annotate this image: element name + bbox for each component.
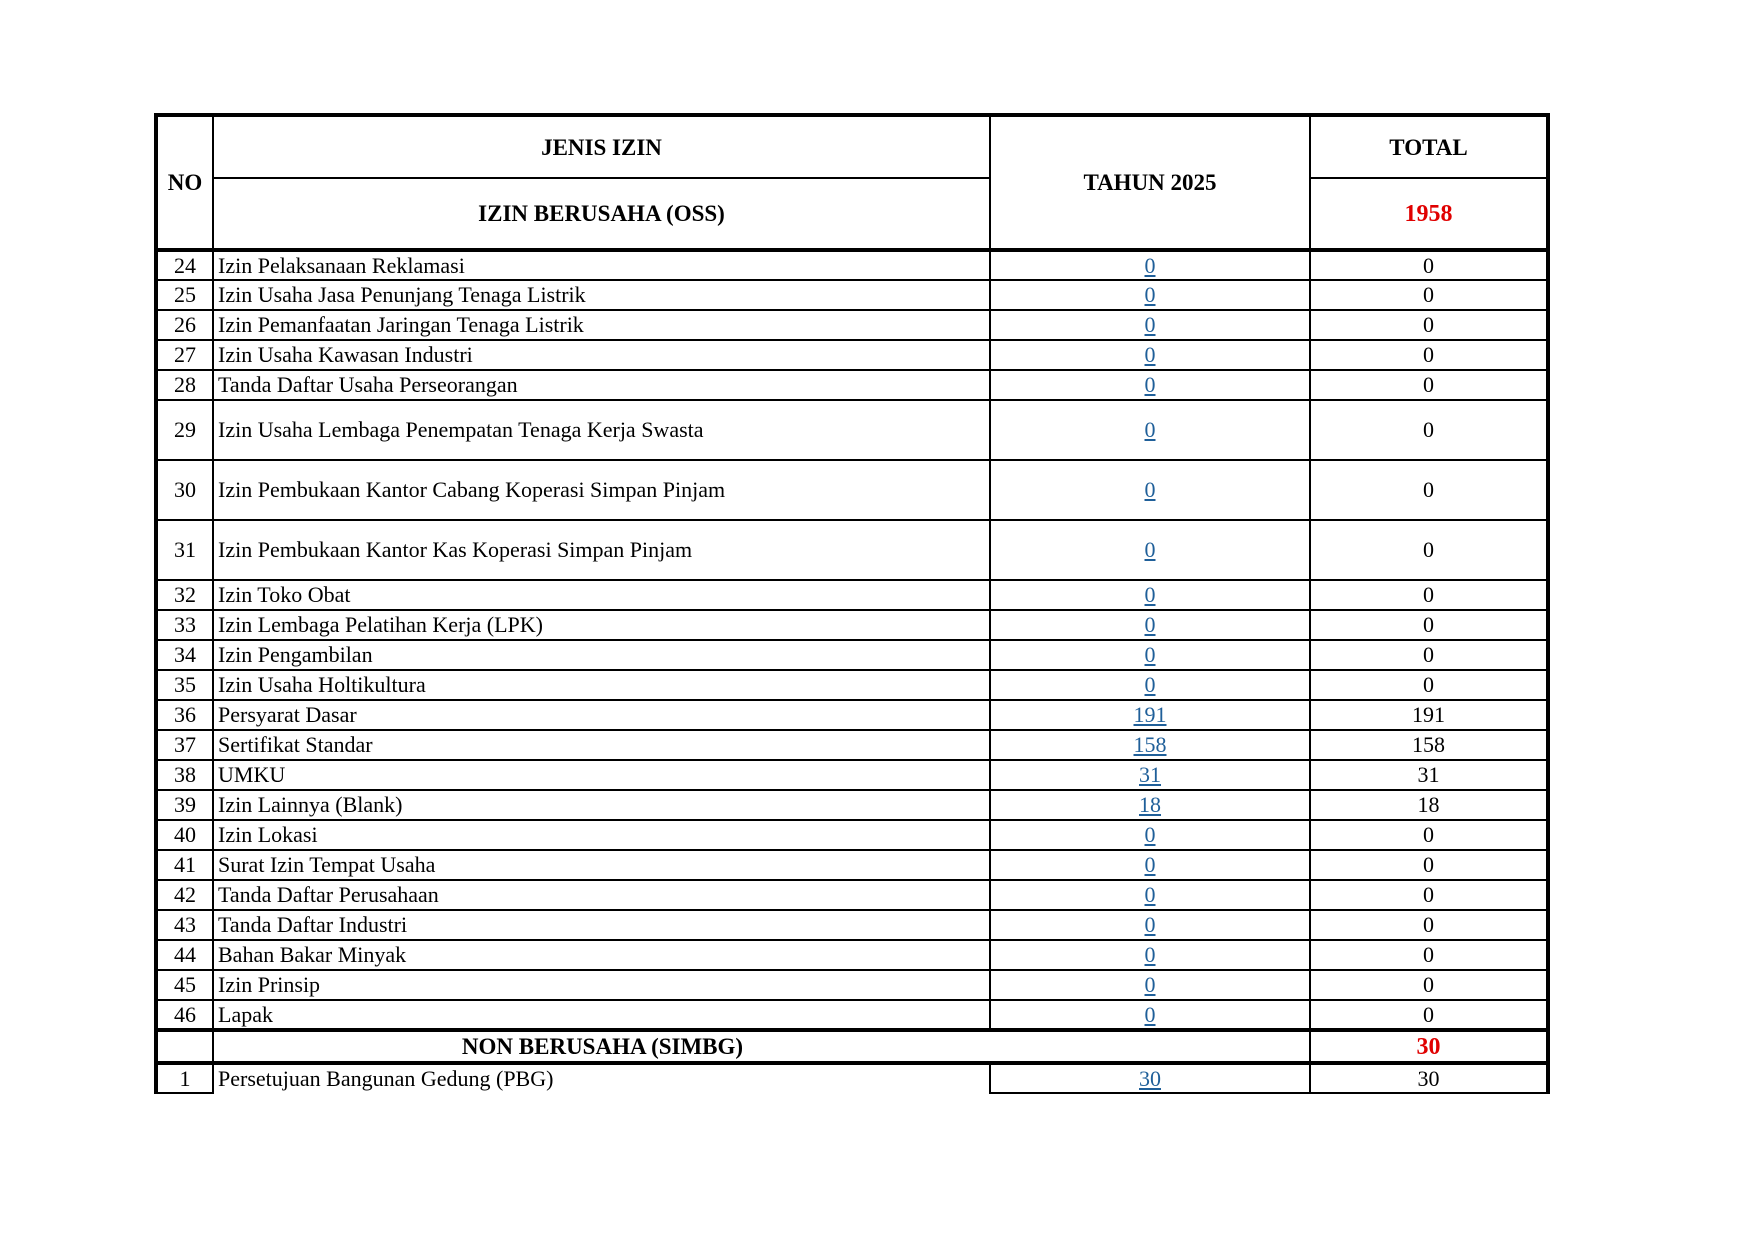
- year-count-cell: [990, 340, 1310, 370]
- year-count-link[interactable]: 0: [1144, 912, 1156, 937]
- year-count-cell: [990, 520, 1310, 580]
- year-count-cell: [990, 1000, 1310, 1030]
- row-number: 27: [156, 340, 213, 370]
- table-row: [156, 970, 1548, 1000]
- row-total: 0: [1310, 1000, 1548, 1030]
- year-count-cell: [990, 670, 1310, 700]
- permit-name: Persyarat Dasar: [213, 700, 990, 730]
- row-number: 39: [156, 790, 213, 820]
- permit-name: Tanda Daftar Industri: [213, 910, 990, 940]
- row-total: 0: [1310, 340, 1548, 370]
- year-count-link[interactable]: 0: [1144, 252, 1156, 278]
- row-number: 30: [156, 460, 213, 520]
- year-count-link[interactable]: 0: [1144, 942, 1156, 967]
- table-row: [156, 610, 1548, 640]
- section-empty-no: [156, 1030, 213, 1063]
- table-row: [156, 910, 1548, 940]
- year-count-cell: [990, 700, 1310, 730]
- year-count-cell: [990, 400, 1310, 460]
- row-total: 0: [1310, 310, 1548, 340]
- row-total: 0: [1310, 400, 1548, 460]
- table-row: [156, 370, 1548, 400]
- year-count-cell: [990, 910, 1310, 940]
- permit-name: Izin Prinsip: [213, 970, 990, 1000]
- permit-name: Izin Usaha Lembaga Penempatan Tenaga Kerja Swasta: [213, 400, 990, 460]
- row-number: 32: [156, 580, 213, 610]
- year-count-link[interactable]: 0: [1144, 852, 1156, 877]
- year-count-link[interactable]: 0: [1144, 972, 1156, 997]
- permit-table: [154, 113, 1550, 1094]
- row-total: 0: [1310, 970, 1548, 1000]
- header-total-value: 1958: [1310, 178, 1548, 250]
- row-total: 158: [1310, 730, 1548, 760]
- year-count-cell: [990, 460, 1310, 520]
- row-total: 0: [1310, 520, 1548, 580]
- year-count-cell: [990, 940, 1310, 970]
- row-number: 40: [156, 820, 213, 850]
- year-count-link[interactable]: 0: [1144, 822, 1156, 847]
- section-total: 30: [1310, 1030, 1548, 1063]
- year-count-link[interactable]: 158: [1133, 732, 1167, 757]
- row-number: 44: [156, 940, 213, 970]
- year-count-link[interactable]: 0: [1144, 477, 1156, 502]
- permit-name: Izin Pembukaan Kantor Cabang Koperasi Simpan Pinjam: [213, 460, 990, 520]
- permit-name: Sertifikat Standar: [213, 730, 990, 760]
- year-count-link[interactable]: 18: [1139, 792, 1161, 817]
- row-number: 26: [156, 310, 213, 340]
- year-count-cell: [990, 310, 1310, 340]
- row-number: 34: [156, 640, 213, 670]
- row-total: 0: [1310, 880, 1548, 910]
- year-count-link[interactable]: 0: [1144, 372, 1156, 397]
- row-total: 18: [1310, 790, 1548, 820]
- permit-name: Tanda Daftar Usaha Perseorangan: [213, 370, 990, 400]
- year-count-cell: [990, 580, 1310, 610]
- permit-name: Izin Pelaksanaan Reklamasi: [213, 250, 990, 280]
- year-count-link[interactable]: 0: [1144, 882, 1156, 907]
- year-count-link[interactable]: 0: [1144, 282, 1156, 307]
- year-count-link[interactable]: 0: [1144, 1001, 1156, 1027]
- permit-name: Surat Izin Tempat Usaha: [213, 850, 990, 880]
- year-count-cell: [990, 610, 1310, 640]
- year-count-link[interactable]: 0: [1144, 672, 1156, 697]
- permit-name: UMKU: [213, 760, 990, 790]
- year-count-cell: [990, 880, 1310, 910]
- table-row: [156, 940, 1548, 970]
- section-row-non-berusaha: [156, 1030, 1548, 1063]
- year-count-cell: [990, 760, 1310, 790]
- row-total: 0: [1310, 640, 1548, 670]
- row-total: 0: [1310, 820, 1548, 850]
- table-row: [156, 730, 1548, 760]
- table-row: [156, 640, 1548, 670]
- header-no: NO: [156, 115, 213, 250]
- year-count-link[interactable]: 0: [1144, 312, 1156, 337]
- row-number: 25: [156, 280, 213, 310]
- permit-name: Izin Lokasi: [213, 820, 990, 850]
- permit-name: Lapak: [213, 1000, 990, 1030]
- row-total: 0: [1310, 580, 1548, 610]
- row-number: 35: [156, 670, 213, 700]
- table-row: [156, 670, 1548, 700]
- permit-name: Bahan Bakar Minyak: [213, 940, 990, 970]
- permit-name: Izin Pemanfaatan Jaringan Tenaga Listrik: [213, 310, 990, 340]
- row-number: 45: [156, 970, 213, 1000]
- row-total: 0: [1310, 670, 1548, 700]
- table-row: [156, 820, 1548, 850]
- table-row: [156, 250, 1548, 280]
- row-total: 0: [1310, 910, 1548, 940]
- year-count-link[interactable]: 30: [1139, 1065, 1161, 1091]
- header-category-oss: IZIN BERUSAHA (OSS): [213, 178, 990, 250]
- year-count-link[interactable]: 0: [1144, 582, 1156, 607]
- row-total: 0: [1310, 280, 1548, 310]
- year-count-link[interactable]: 31: [1139, 762, 1161, 787]
- table-row: [156, 760, 1548, 790]
- year-count-link[interactable]: 0: [1144, 342, 1156, 367]
- row-total: 0: [1310, 370, 1548, 400]
- year-count-cell: [990, 370, 1310, 400]
- table-row: [156, 340, 1548, 370]
- row-total: 0: [1310, 940, 1548, 970]
- row-number: 24: [156, 250, 213, 280]
- row-total: 30: [1310, 1063, 1548, 1093]
- year-count-link[interactable]: 0: [1144, 612, 1156, 637]
- row-number: 31: [156, 520, 213, 580]
- row-number: 38: [156, 760, 213, 790]
- table-row: [156, 580, 1548, 610]
- row-number: 33: [156, 610, 213, 640]
- permit-name: Izin Usaha Jasa Penunjang Tenaga Listrik: [213, 280, 990, 310]
- permit-name: Persetujuan Bangunan Gedung (PBG): [213, 1063, 990, 1093]
- row-number: 29: [156, 400, 213, 460]
- year-count-cell: [990, 250, 1310, 280]
- permit-table-sheet: [154, 113, 1546, 1094]
- row-number: 28: [156, 370, 213, 400]
- year-count-link[interactable]: 0: [1144, 642, 1156, 667]
- row-number: 41: [156, 850, 213, 880]
- section-label-text: NON BERUSAHA (SIMBG): [461, 1034, 744, 1059]
- year-count-cell: [990, 730, 1310, 760]
- row-number: 36: [156, 700, 213, 730]
- year-count-cell: [990, 790, 1310, 820]
- year-count-cell: [990, 850, 1310, 880]
- table-row: [156, 460, 1548, 520]
- row-number: 1: [156, 1063, 213, 1093]
- year-count-cell: [990, 1063, 1310, 1093]
- row-number: 43: [156, 910, 213, 940]
- table-row: [156, 400, 1548, 460]
- table-row: [156, 280, 1548, 310]
- permit-name: Izin Lembaga Pelatihan Kerja (LPK): [213, 610, 990, 640]
- row-number: 37: [156, 730, 213, 760]
- permit-name: Izin Usaha Holtikultura: [213, 670, 990, 700]
- row-number: 42: [156, 880, 213, 910]
- header-jenis-izin: JENIS IZIN: [213, 115, 990, 178]
- year-count-cell: [990, 280, 1310, 310]
- table-row: [156, 520, 1548, 580]
- year-count-link[interactable]: 0: [1144, 417, 1156, 442]
- year-count-cell: [990, 820, 1310, 850]
- year-count-link[interactable]: 0: [1144, 537, 1156, 562]
- table-row: [156, 700, 1548, 730]
- permit-name: Izin Pengambilan: [213, 640, 990, 670]
- header-year: TAHUN 2025: [990, 115, 1310, 250]
- permit-name: Tanda Daftar Perusahaan: [213, 880, 990, 910]
- table-row: [156, 1063, 1548, 1093]
- row-total: 0: [1310, 850, 1548, 880]
- row-total: 0: [1310, 610, 1548, 640]
- year-count-cell: [990, 640, 1310, 670]
- year-count-cell: [990, 970, 1310, 1000]
- table-row: [156, 310, 1548, 340]
- permit-name: Izin Pembukaan Kantor Kas Koperasi Simpan Pinjam: [213, 520, 990, 580]
- table-row: [156, 790, 1548, 820]
- row-total: 191: [1310, 700, 1548, 730]
- permit-name: Izin Usaha Kawasan Industri: [213, 340, 990, 370]
- section-label: [213, 1030, 1310, 1063]
- year-count-link[interactable]: 191: [1133, 702, 1167, 727]
- permit-name: Izin Toko Obat: [213, 580, 990, 610]
- table-row: [156, 880, 1548, 910]
- row-total: 0: [1310, 460, 1548, 520]
- table-row: [156, 1000, 1548, 1030]
- row-total: 0: [1310, 250, 1548, 280]
- row-number: 46: [156, 1000, 213, 1030]
- header-total: TOTAL: [1310, 115, 1548, 178]
- permit-name: Izin Lainnya (Blank): [213, 790, 990, 820]
- row-total: 31: [1310, 760, 1548, 790]
- table-row: [156, 850, 1548, 880]
